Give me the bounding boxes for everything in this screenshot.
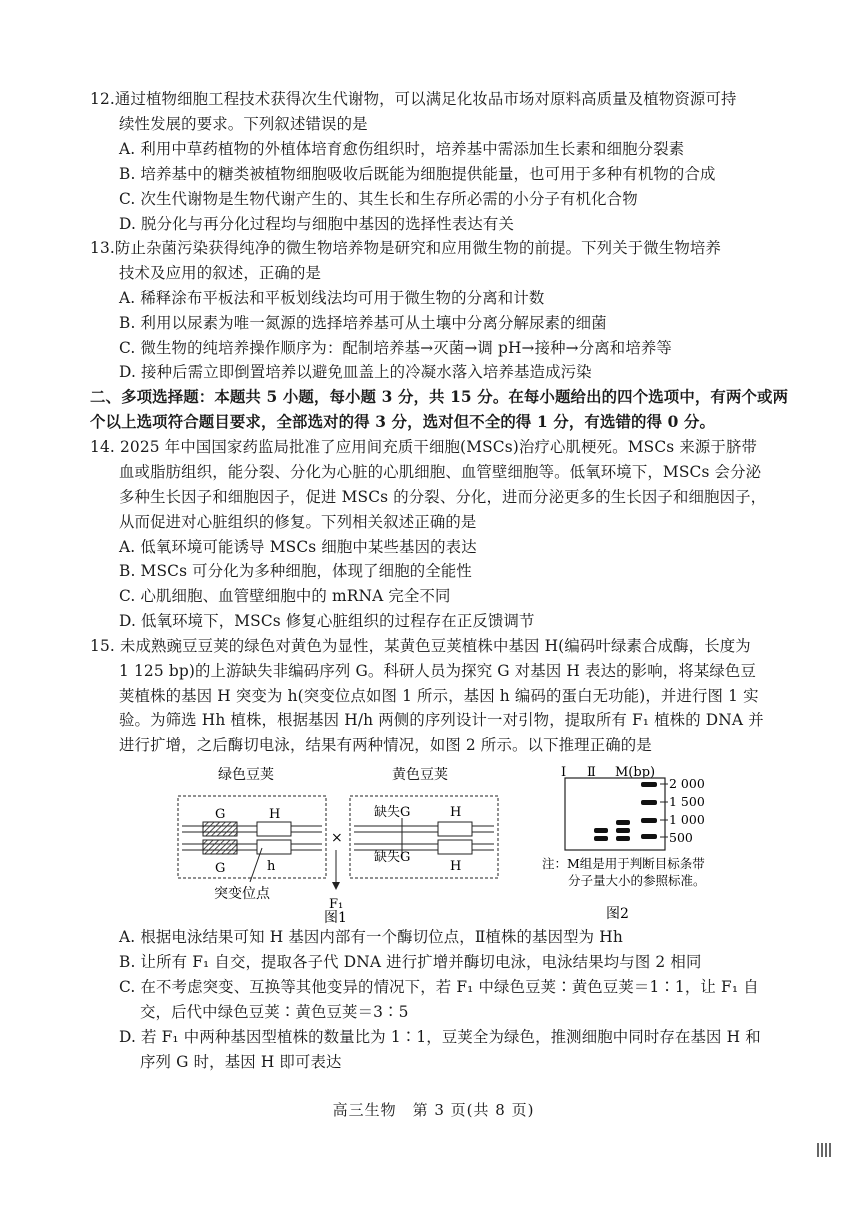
gene-h-block <box>257 822 291 836</box>
q12-option-b: B. 培养基中的糖类被植物细胞吸收后既能为细胞提供能量，也可用于多种有机物的合成 <box>119 165 716 183</box>
yellow-missing-g-top-label: 缺失G <box>374 805 411 820</box>
q15-option-a: A. 根据电泳结果可知 H 基因内部有一个酶切位点，Ⅱ植株的基因型为 Hh <box>119 928 623 946</box>
marker-band-1500 <box>641 800 657 805</box>
q15-stem: 15. 未成熟豌豆豆荚的绿色对黄色为显性，某黄色豆荚植株中基因 H(编码叶绿素合成酶，长度为 <box>90 637 751 655</box>
cross-arrowhead <box>332 882 340 890</box>
f1-label: F₁ <box>329 897 344 912</box>
qr-code-icon <box>817 1143 831 1157</box>
q13-option-d: D. 接种后需立即倒置培养以避免皿盖上的冷凝水落入培养基造成污染 <box>119 363 592 381</box>
mutation-site-label: 突变位点 <box>214 886 270 902</box>
yellow-gene-h-top-label: H <box>450 805 462 820</box>
q12-stem-cont: 续性发展的要求。下列叙述错误的是 <box>119 115 368 133</box>
green-gene-h-top-label: H <box>269 807 281 822</box>
q12-option-a: A. 利用中草药植物的外植体培育愈伤组织时，培养基中需添加生长素和细胞分裂素 <box>119 140 685 158</box>
q13-option-b: B. 利用以尿素为唯一氮源的选择培养基可从土壤中分离分解尿素的细菌 <box>119 314 607 332</box>
q14-stem-cont-1: 血或脂肪组织，能分裂、分化为心脏的心肌细胞、血管壁细胞等。低氧环境下，MSCs 会分泌 <box>119 463 762 481</box>
section2-heading: 二、多项选择题：本题共 5 小题，每小题 3 分，共 15 分。在每小题给出的四个选项中，有两个或两 <box>90 388 789 406</box>
figure-2-caption: 图2 <box>606 906 629 922</box>
lane-1-band <box>594 836 608 841</box>
size-label-500: 500 <box>669 830 693 845</box>
green-gene-g-bottom-label: G <box>215 861 226 876</box>
q12-stem: 12.通过植物细胞工程技术获得次生代谢物，可以满足化妆品市场对原料高质量及植物资源可持 <box>90 90 737 108</box>
q15-stem-cont-3: 验。为筛选 Hh 植株，根据基因 H/h 两侧的序列设计一对引物，提取所有 F₁ 植株的 DNA 并 <box>119 711 764 729</box>
size-label-1000: 1 000 <box>669 812 705 827</box>
q12-option-d: D. 脱分化与再分化过程均与细胞中基因的选择性表达有关 <box>119 215 515 233</box>
size-label-2000: 2 000 <box>669 776 705 791</box>
marker-band-2000 <box>641 782 657 787</box>
q14-stem: 14. 2025 年中国国家药监局批准了应用间充质干细胞(MSCs)治疗心肌梗死。MSCs 来源于脐带 <box>90 438 758 456</box>
q15-option-d-cont: 序列 G 时，基因 H 即可表达 <box>140 1053 342 1071</box>
q14-option-d: D. 低氧环境下，MSCs 修复心脏组织的过程存在正反馈调节 <box>119 612 535 630</box>
q15-stem-cont-1: 1 125 bp)的上游缺失非编码序列 G。科研人员为探究 G 对基因 H 表达的影响，将某绿色豆 <box>119 662 756 680</box>
green-gene-g-top-label: G <box>215 807 226 822</box>
q12-option-c: C. 次生代谢物是生物代谢产生的、其生长和生存所必需的小分子有机化合物 <box>119 190 638 208</box>
q14-option-b: B. MSCs 可分化为多种细胞，体现了细胞的全能性 <box>119 562 472 580</box>
q15-option-c-cont: 交，后代中绿色豆荚∶黄色豆荚＝3∶5 <box>140 1003 409 1021</box>
q14-option-c: C. 心肌细胞、血管壁细胞中的 mRNA 完全不同 <box>119 587 451 605</box>
lane-1-band <box>594 828 608 833</box>
lane-1-label: Ⅰ <box>561 765 567 780</box>
lane-2-band <box>616 828 630 833</box>
mutation-pointer <box>250 848 262 882</box>
q15-option-d: D. 若 F₁ 中两种基因型植株的数量比为 1∶1，豆荚全为绿色，推测细胞中同时存在基因 H 和 <box>119 1028 761 1046</box>
q13-stem: 13.防止杂菌污染获得纯净的微生物培养物是研究和应用微生物的前提。下列关于微生物培养 <box>90 239 722 257</box>
lane-2-band <box>616 820 630 825</box>
green-pod-label: 绿色豆荚 <box>218 767 274 783</box>
figure-1 <box>170 758 510 928</box>
figure-2 <box>540 758 760 930</box>
q15-stem-cont-4: 进行扩增，之后酶切电泳，结果有两种情况，如图 2 所示。以下推理正确的是 <box>119 736 652 754</box>
q13-option-a: A. 稀释涂布平板法和平板划线法均可用于微生物的分离和计数 <box>119 289 545 307</box>
section2-heading-cont: 个以上选项符合题目要求，全部选对的得 3 分，选对但不全的得 1 分，有选错的得 0 分。 <box>90 413 716 431</box>
q15-stem-cont-2: 荚植株的基因 H 突变为 h(突变位点如图 1 所示，基因 h 编码的蛋白无功能)，并进行图 1 实 <box>119 687 759 705</box>
gel-frame <box>565 778 665 850</box>
q14-stem-cont-2: 多种生长因子和细胞因子，促进 MSCs 的分裂、分化，进而分泌更多的生长因子和细胞因子， <box>119 488 767 506</box>
sequence-g-block <box>203 840 237 854</box>
figure-2-note-line-1: 注：M组是用于判断目标条带 <box>542 856 705 871</box>
gene-h-block <box>438 822 472 836</box>
q15-option-c: C. 在不考虑突变、互换等其他变异的情况下，若 F₁ 中绿色豆荚∶黄色豆荚＝1∶1，让 F₁ 自 <box>119 978 759 996</box>
green-pod-box <box>178 796 326 878</box>
q13-option-c: C. 微生物的纯培养操作顺序为：配制培养基→灭菌→调 pH→接种→分离和培养等 <box>119 339 672 357</box>
marker-label: M(bp) <box>615 765 656 780</box>
q13-stem-cont: 技术及应用的叙述，正确的是 <box>119 264 322 282</box>
figure-1-caption: 图1 <box>324 910 347 926</box>
yellow-missing-g-bottom-label: 缺失G <box>374 850 411 865</box>
gene-h-mutant-block <box>257 840 291 854</box>
lane-2-band <box>616 836 630 841</box>
q14-stem-cont-3: 从而促进对心脏组织的修复。下列相关叙述正确的是 <box>119 513 477 531</box>
lane-2-label: Ⅱ <box>587 765 596 780</box>
marker-band-1000 <box>641 818 657 823</box>
yellow-gene-h-bottom-label: H <box>450 859 462 874</box>
size-label-1500: 1 500 <box>669 794 705 809</box>
marker-band-500 <box>641 834 657 839</box>
q14-option-a: A. 低氧环境可能诱导 MSCs 细胞中某些基因的表达 <box>119 538 477 556</box>
yellow-pod-label: 黄色豆荚 <box>392 767 448 783</box>
cross-symbol: × <box>331 830 343 846</box>
q15-option-b: B. 让所有 F₁ 自交，提取各子代 DNA 进行扩增并酶切电泳，电泳结果均与图 2 相同 <box>119 953 702 971</box>
green-gene-h-mutant-label: h <box>267 859 276 874</box>
figure-2-note-line-2: 分子量大小的参照标准。 <box>568 873 706 888</box>
yellow-pod-box <box>350 796 498 878</box>
gene-h-block <box>438 840 472 854</box>
page-footer: 高三生物 第 3 页(共 8 页) <box>332 1101 535 1119</box>
sequence-g-block <box>203 822 237 836</box>
